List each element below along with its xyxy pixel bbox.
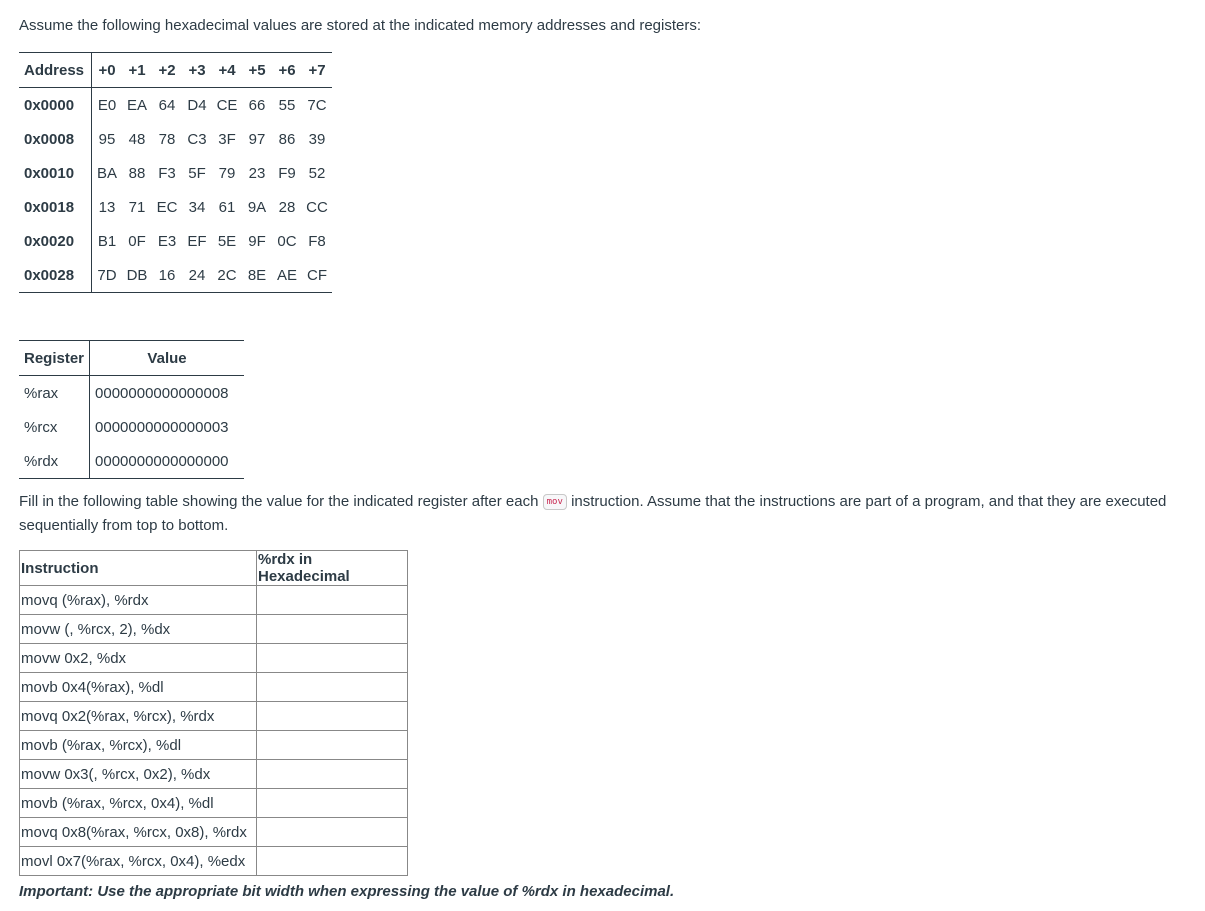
instruction-row <box>20 789 408 818</box>
byte-value: EA <box>126 96 147 114</box>
byte-value: CE <box>216 96 238 114</box>
intro-text: Assume the following hexadecimal values are stored at the indicated memory addresses and registers: <box>19 17 702 34</box>
byte-value: 55 <box>278 96 296 114</box>
rdx-hex-header: %rdx in Hexadecimal <box>257 551 408 586</box>
memory-row <box>19 122 332 156</box>
register-value: 0000000000000008 <box>95 384 229 402</box>
address-cell: 0x0010 <box>19 156 92 190</box>
address-cell: 0x0028 <box>19 258 92 293</box>
register-row <box>19 376 244 411</box>
rdx-answer-cell[interactable] <box>257 615 408 644</box>
byte-value: F3 <box>158 164 176 182</box>
instruction-row <box>20 615 408 644</box>
byte-value: 2C <box>217 266 237 284</box>
offset-header: +4 <box>212 53 242 88</box>
byte-value: EC <box>156 198 178 216</box>
byte-value: 9F <box>248 232 266 250</box>
paragraph-text: Fill in the following table showing the value for the indicated register after each <box>19 493 543 510</box>
rdx-answer-cell[interactable] <box>257 760 408 789</box>
rdx-answer-cell[interactable] <box>257 847 408 876</box>
register-value: 0000000000000000 <box>95 452 229 470</box>
byte-value: 0C <box>277 232 297 250</box>
register-row <box>19 410 244 444</box>
byte-value: 24 <box>188 266 206 284</box>
offset-header: +1 <box>122 53 152 88</box>
instruction-header-row <box>20 551 408 586</box>
byte-value: F9 <box>278 164 296 182</box>
byte-value: 0F <box>128 232 146 250</box>
register-name: %rdx <box>19 444 90 479</box>
register-header-row <box>19 341 244 376</box>
rdx-answer-cell[interactable] <box>257 731 408 760</box>
offset-header: +0 <box>92 53 123 88</box>
memory-row <box>19 156 332 190</box>
byte-value: 66 <box>248 96 266 114</box>
byte-value: 52 <box>308 164 326 182</box>
instruction-row <box>20 702 408 731</box>
offset-header: +7 <box>302 53 332 88</box>
address-header: Address <box>19 53 92 88</box>
instruction-cell: movl 0x7(%rax, %rcx, 0x4), %edx <box>20 847 257 876</box>
offset-header: +2 <box>152 53 182 88</box>
address-cell: 0x0018 <box>19 190 92 224</box>
byte-value: 5E <box>217 232 237 250</box>
instruction-cell: movq 0x8(%rax, %rcx, 0x8), %rdx <box>20 818 257 847</box>
byte-value: 39 <box>308 130 326 148</box>
rdx-answer-cell[interactable] <box>257 644 408 673</box>
memory-row <box>19 190 332 224</box>
memory-row <box>19 224 332 258</box>
byte-value: 86 <box>278 130 296 148</box>
instruction-row <box>20 731 408 760</box>
address-cell: 0x0008 <box>19 122 92 156</box>
instruction-row <box>20 818 408 847</box>
instruction-row <box>20 760 408 789</box>
byte-value: D4 <box>187 96 207 114</box>
instruction-cell: movw (, %rcx, 2), %dx <box>20 615 257 644</box>
instruction-row <box>20 673 408 702</box>
register-name: %rax <box>19 376 90 411</box>
instruction-cell: movq (%rax), %rdx <box>20 586 257 615</box>
rdx-answer-cell[interactable] <box>257 789 408 818</box>
register-row <box>19 444 244 479</box>
byte-value: AE <box>276 266 297 284</box>
byte-value: B1 <box>97 232 117 250</box>
instruction-row <box>20 586 408 615</box>
byte-value: 9A <box>247 198 267 216</box>
paragraph-text: instruction. Assume that the instructions are part of a program, and that they are executed sequentially from top to bottom. <box>19 493 1167 534</box>
byte-value: E3 <box>157 232 177 250</box>
byte-value: 28 <box>278 198 296 216</box>
byte-value: CC <box>306 198 328 216</box>
address-cell: 0x0020 <box>19 224 92 258</box>
byte-value: 23 <box>248 164 266 182</box>
byte-value: 95 <box>98 130 116 148</box>
register-table <box>19 340 244 479</box>
address-cell: 0x0000 <box>19 88 92 123</box>
important-note: Important: Use the appropriate bit width when expressing the value of %rdx in hexadecimal. <box>19 883 675 900</box>
byte-value: 48 <box>128 130 146 148</box>
byte-value: 34 <box>188 198 206 216</box>
byte-value: 16 <box>158 266 176 284</box>
memory-row <box>19 258 332 293</box>
byte-value: CF <box>307 266 327 284</box>
byte-value: 79 <box>218 164 236 182</box>
byte-value: 61 <box>218 198 236 216</box>
instruction-cell: movq 0x2(%rax, %rcx), %rdx <box>20 702 257 731</box>
byte-value: 78 <box>158 130 176 148</box>
byte-value: EF <box>187 232 207 250</box>
instruction-table <box>19 550 408 876</box>
offset-header: +6 <box>272 53 302 88</box>
instruction-cell: movw 0x3(, %rcx, 0x2), %dx <box>20 760 257 789</box>
register-value: 0000000000000003 <box>95 418 229 436</box>
byte-value: 7C <box>307 96 327 114</box>
byte-value: 3F <box>218 130 236 148</box>
byte-value: 88 <box>128 164 146 182</box>
memory-row <box>19 88 332 123</box>
instruction-cell: movb 0x4(%rax), %dl <box>20 673 257 702</box>
byte-value: 13 <box>98 198 116 216</box>
byte-value: 7D <box>97 266 117 284</box>
register-header: Register <box>19 341 90 376</box>
rdx-answer-cell[interactable] <box>257 586 408 615</box>
rdx-answer-cell[interactable] <box>257 673 408 702</box>
instruction-header: Instruction <box>20 551 257 586</box>
instruction-cell: movw 0x2, %dx <box>20 644 257 673</box>
offset-header: +3 <box>182 53 212 88</box>
instruction-cell: movb (%rax, %rcx, 0x4), %dl <box>20 789 257 818</box>
byte-value: BA <box>96 164 117 182</box>
instructions-paragraph <box>19 490 1179 538</box>
mov-code: mov <box>543 494 567 510</box>
rdx-answer-cell[interactable] <box>257 702 408 731</box>
memory-header-row <box>19 53 332 88</box>
rdx-answer-cell[interactable] <box>257 818 408 847</box>
instruction-row <box>20 847 408 876</box>
register-name: %rcx <box>19 410 90 444</box>
offset-header: +5 <box>242 53 272 88</box>
value-header: Value <box>90 341 245 376</box>
memory-table <box>19 52 332 293</box>
byte-value: 8E <box>247 266 267 284</box>
instruction-cell: movb (%rax, %rcx), %dl <box>20 731 257 760</box>
byte-value: 5F <box>188 164 206 182</box>
byte-value: F8 <box>308 232 326 250</box>
instruction-row <box>20 644 408 673</box>
byte-value: DB <box>126 266 148 284</box>
byte-value: 64 <box>158 96 176 114</box>
byte-value: 97 <box>248 130 266 148</box>
byte-value: C3 <box>187 130 207 148</box>
byte-value: E0 <box>97 96 117 114</box>
byte-value: 71 <box>128 198 146 216</box>
